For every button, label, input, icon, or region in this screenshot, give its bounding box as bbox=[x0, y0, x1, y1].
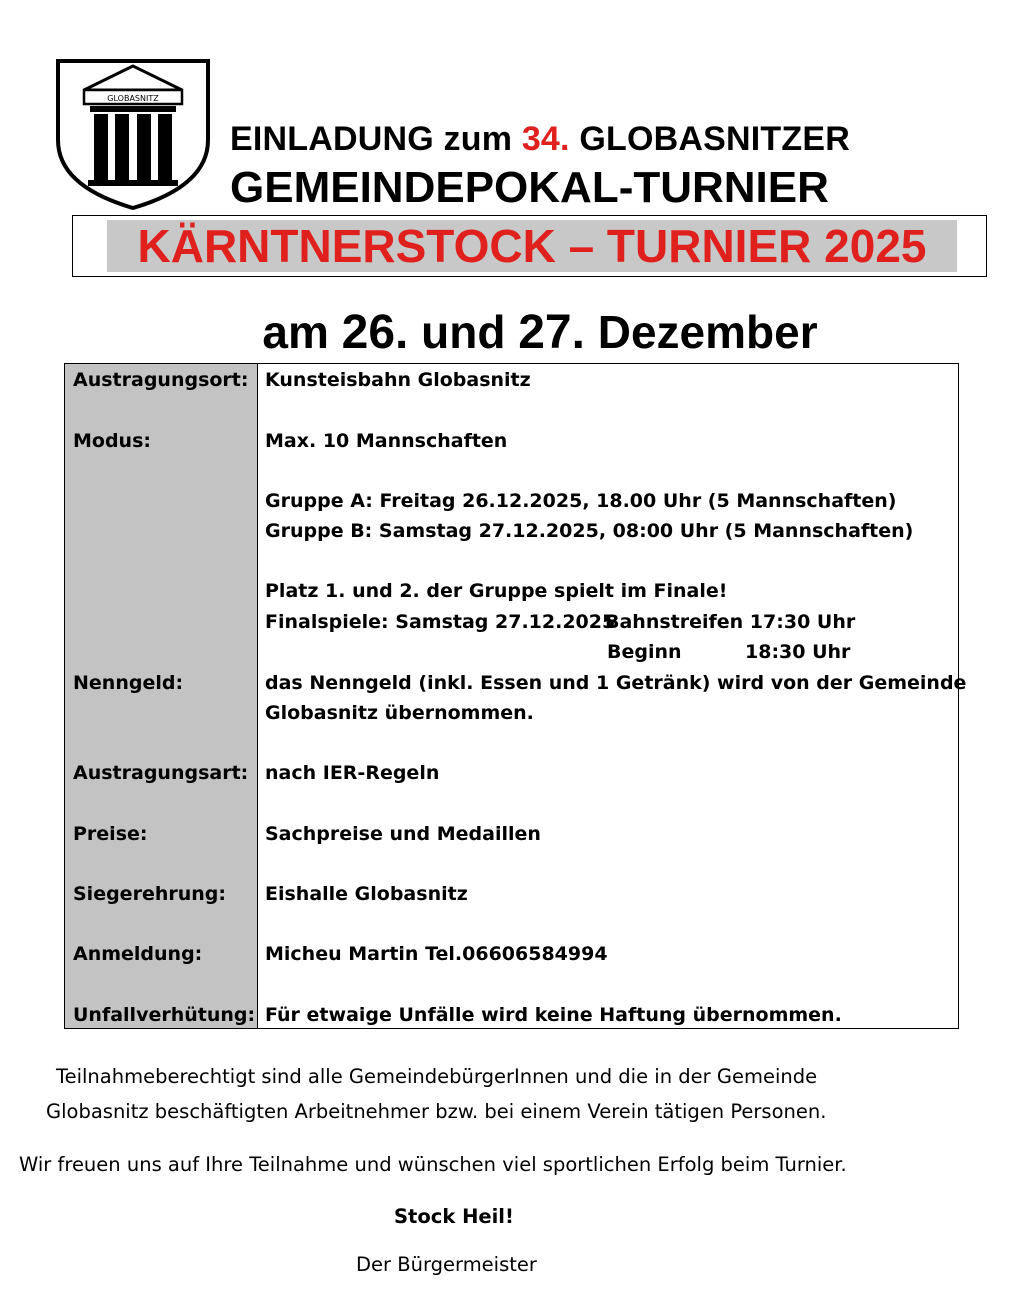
value-bahnstreifen: Bahnstreifen 17:30 Uhr bbox=[605, 611, 856, 633]
greeting: Stock Heil! bbox=[394, 1205, 514, 1228]
eligibility-line-1: Teilnahmeberechtigt sind alle GemeindebürgerInnen und die in der Gemeinde bbox=[56, 1065, 818, 1088]
value-beginn-time: 18:30 Uhr bbox=[745, 641, 851, 663]
eligibility-line-2: Globasnitz beschäftigten Arbeitnehmer bzw. bei einem Verein tätigen Personen. bbox=[46, 1100, 827, 1123]
event-dates: am 26. und 27. Dezember bbox=[262, 306, 818, 359]
value-gruppe-a: Gruppe A: Freitag 26.12.2025, 18.00 Uhr (5 Mannschaften) bbox=[265, 490, 897, 512]
signature: Der Bürgermeister bbox=[356, 1253, 537, 1276]
edition-number: 34. bbox=[521, 120, 570, 158]
invitation-heading: EINLADUNG zum 34. GLOBASNITZER bbox=[230, 120, 850, 158]
temple-column bbox=[137, 114, 151, 180]
value-unfallverhuetung: Für etwaige Unfälle wird keine Haftung übernommen. bbox=[265, 1004, 842, 1026]
label-austragungsort: Austragungsort: bbox=[73, 369, 249, 391]
crest-inscription: GLOBASNITZ bbox=[107, 94, 159, 103]
value-siegerehrung: Eishalle Globasnitz bbox=[265, 883, 468, 905]
label-modus: Modus: bbox=[73, 430, 151, 452]
temple-column bbox=[158, 114, 172, 180]
label-austragungsart: Austragungsart: bbox=[73, 762, 249, 784]
info-table bbox=[64, 363, 967, 1029]
label-column bbox=[65, 364, 258, 1028]
value-anmeldung: Micheu Martin Tel.06606584994 bbox=[265, 943, 608, 965]
label-anmeldung: Anmeldung: bbox=[73, 943, 203, 965]
title-banner bbox=[72, 215, 987, 277]
banner-text: KÄRNTNERSTOCK – TURNIER 2025 bbox=[137, 220, 927, 272]
value-nenngeld-1: das Nenngeld (inkl. Essen und 1 Getränk) wird von der Gemeinde bbox=[265, 672, 967, 694]
value-nenngeld-2: Globasnitz übernommen. bbox=[265, 702, 534, 724]
temple-beam bbox=[90, 106, 176, 112]
temple-column bbox=[94, 114, 108, 180]
value-finale: Platz 1. und 2. der Gruppe spielt im Finale! bbox=[265, 580, 728, 602]
label-siegerehrung: Siegerehrung: bbox=[73, 883, 226, 905]
municipal-coat-of-arms bbox=[54, 58, 212, 210]
value-austragungsart: nach IER-Regeln bbox=[265, 762, 440, 784]
closing-line: Wir freuen uns auf Ihre Teilnahme und wünschen viel sportlichen Erfolg beim Turnier. bbox=[19, 1153, 847, 1176]
value-finalspiele: Finalspiele: Samstag 27.12.2025 bbox=[265, 611, 616, 633]
temple-column bbox=[115, 114, 129, 180]
value-beginn: Beginn bbox=[607, 641, 682, 663]
temple-base bbox=[88, 180, 178, 186]
label-unfallverhuetung: Unfallverhütung: bbox=[73, 1004, 256, 1026]
value-modus: Max. 10 Mannschaften bbox=[265, 430, 508, 452]
value-gruppe-b: Gruppe B: Samstag 27.12.2025, 08:00 Uhr (5 Mannschaften) bbox=[265, 520, 914, 542]
tournament-title: GEMEINDEPOKAL-TURNIER bbox=[230, 163, 829, 212]
label-preise: Preise: bbox=[73, 823, 148, 845]
value-austragungsort: Kunsteisbahn Globasnitz bbox=[265, 369, 531, 391]
value-preise: Sachpreise und Medaillen bbox=[265, 823, 541, 845]
label-nenngeld: Nenngeld: bbox=[73, 672, 184, 694]
